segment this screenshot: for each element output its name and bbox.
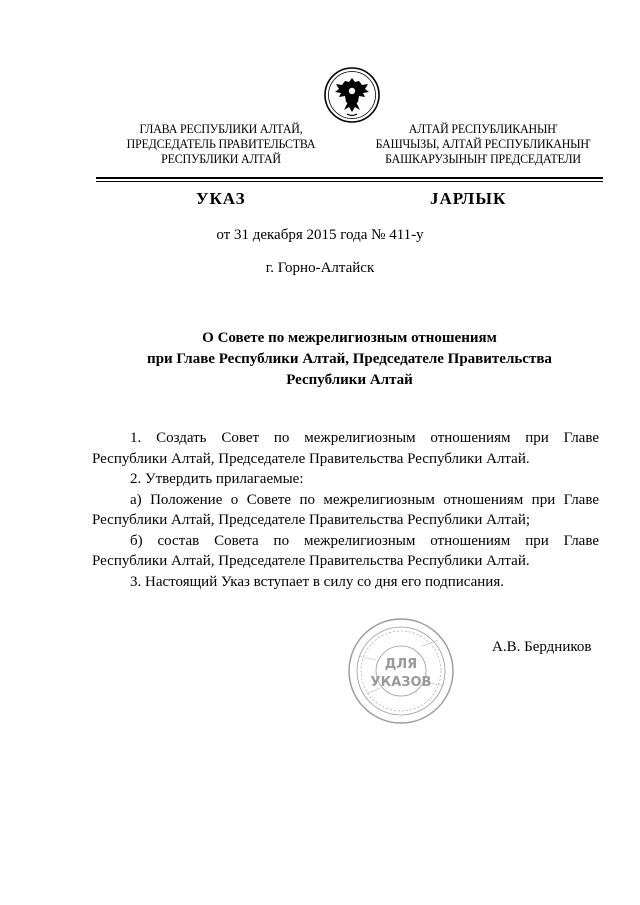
issuer-line: БАШКАРУЗЫНЫҤ ПРЕДСЕДАТЕЛИ	[385, 151, 581, 166]
header-divider-thin	[96, 181, 603, 182]
issuer-line: ПРЕДСЕДАТЕЛЬ ПРАВИТЕЛЬСТВА	[126, 136, 316, 151]
clause-2b: б) состав Совета по межрелигиозным отношениям при Главе Республики Алтай, Председателе Правительства Республики Алтай.	[92, 532, 599, 569]
issuer-name-altai	[368, 121, 598, 166]
issuer-name-russian	[106, 121, 336, 166]
stamp-text-line1: ДЛЯ	[384, 657, 418, 672]
clause-2a: а) Положение о Совете по межрелигиозным отношениям при Главе Республики Алтай, Председателе Правительства Республики Алтай;	[92, 491, 599, 528]
stamp-text-line2: УКАЗОВ	[370, 675, 432, 690]
document-type-altai: JАРЛЫК	[430, 189, 507, 208]
title-line: Республики Алтай	[286, 372, 413, 388]
clause-3: 3. Настоящий Указ вступает в силу со дня его подписания.	[130, 573, 504, 590]
document-city: г. Горно-Алтайск	[265, 260, 375, 276]
signatory-name: А.В. Бердников	[492, 639, 592, 655]
issuer-line: РЕСПУБЛИКИ АЛТАЙ	[161, 151, 281, 166]
title-line: О Совете по межрелигиозным отношениям	[202, 330, 497, 346]
title-line: при Главе Республики Алтай, Председателе Правительства	[147, 351, 552, 367]
header-divider-thick	[96, 177, 603, 179]
issuer-line: АЛТАЙ РЕСПУБЛИКАНЫҤ	[408, 121, 558, 136]
document-title	[96, 328, 603, 391]
clause-2: 2. Утвердить прилагаемые:	[130, 471, 304, 487]
official-stamp	[346, 616, 456, 726]
issuer-line: БАШЧЫЗЫ, АЛТАЙ РЕСПУБЛИКАНЫҤ	[375, 136, 591, 151]
issuer-line: ГЛАВА РЕСПУБЛИКИ АЛТАЙ,	[139, 121, 303, 136]
altai-coat-of-arms-icon	[322, 64, 382, 126]
document-date-number: от 31 декабря 2015 года № 411-у	[216, 227, 424, 243]
clause-1: 1. Создать Совет по межрелигиозным отношениям при Главе Республики Алтай, Председателе Правительства Республики Алтай.	[92, 430, 599, 467]
document-type-russian: УКАЗ	[196, 189, 246, 208]
document-body	[92, 428, 599, 592]
